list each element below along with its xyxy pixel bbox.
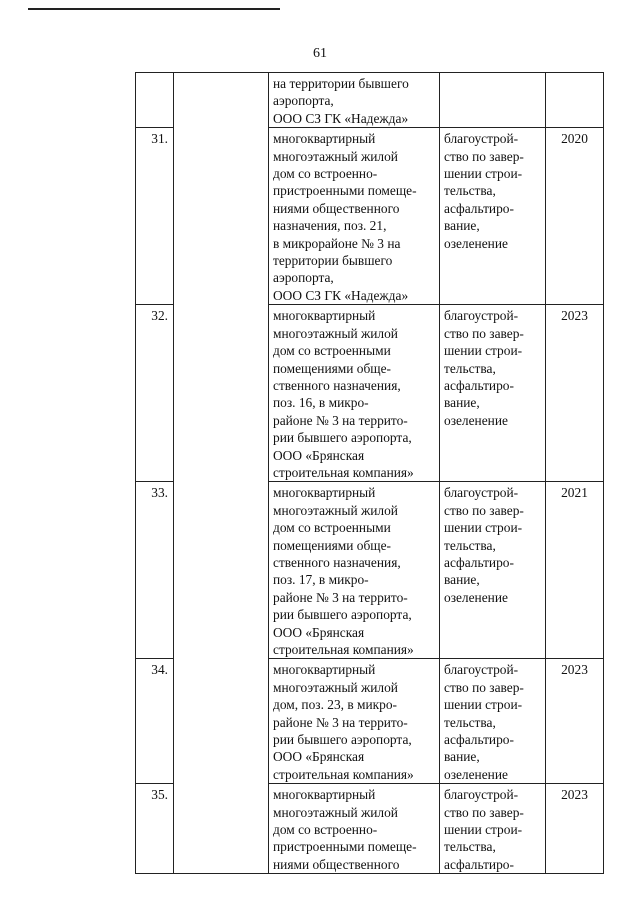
year-cell: [546, 659, 604, 784]
object-description: многоквартирный многоэтажный жилой дом со встроенными помещениями обще- ственного назначения, поз. 17, в микро- районе № 3 на террито- рии бывшего аэропорта, ООО «Брянская строительная компания»: [273, 485, 414, 657]
row-number: [136, 73, 173, 75]
row-number: 35.: [151, 787, 168, 803]
completion-year: [546, 73, 603, 75]
completion-year: 2023: [561, 787, 588, 803]
object-cell: [269, 73, 440, 128]
row-number: 33.: [151, 485, 168, 501]
works-cell: [440, 482, 546, 659]
year-cell: [546, 128, 604, 305]
works-description: благоустрой- ство по завер- шении строи- тельства, асфальтиро-: [444, 787, 524, 872]
year-cell: [546, 73, 604, 128]
works-description: [440, 73, 545, 75]
completion-year: 2020: [561, 131, 588, 147]
object-cell: [269, 482, 440, 659]
row-number-cell: [136, 659, 174, 784]
completion-year: 2021: [561, 485, 588, 501]
works-cell: [440, 784, 546, 874]
row-number: 32.: [151, 308, 168, 324]
works-cell: [440, 73, 546, 128]
row-number: 34.: [151, 662, 168, 678]
row-number-cell: [136, 128, 174, 305]
page-number: 61: [313, 46, 327, 61]
row-number: 31.: [151, 131, 168, 147]
completion-year: 2023: [561, 308, 588, 324]
top-rule: [28, 8, 280, 10]
works-table: [135, 72, 604, 874]
works-cell: [440, 659, 546, 784]
works-description: благоустрой- ство по завер- шении строи- тельства, асфальтиро- вание, озеленение: [444, 662, 524, 782]
year-cell: [546, 305, 604, 482]
row-number-cell: [136, 784, 174, 874]
works-cell: [440, 128, 546, 305]
object-cell: [269, 128, 440, 305]
works-description: благоустрой- ство по завер- шении строи- тельства, асфальтиро- вание, озеленение: [444, 131, 524, 251]
object-cell: [269, 659, 440, 784]
object-cell: [269, 305, 440, 482]
object-description: на территории бывшего аэропорта, ООО СЗ ГК «Надежда»: [273, 76, 409, 126]
completion-year: 2023: [561, 662, 588, 678]
works-cell: [440, 305, 546, 482]
table-row: [136, 73, 604, 128]
year-cell: [546, 482, 604, 659]
district-cell: [174, 73, 269, 874]
object-cell: [269, 784, 440, 874]
year-cell: [546, 784, 604, 874]
row-number-cell: [136, 73, 174, 128]
works-description: благоустрой- ство по завер- шении строи- тельства, асфальтиро- вание, озеленение: [444, 308, 524, 428]
object-description: многоквартирный многоэтажный жилой дом, поз. 23, в микро- районе № 3 на террито- рии бывшего аэропорта, ООО «Брянская строительная компания»: [273, 662, 414, 782]
row-number-cell: [136, 482, 174, 659]
works-description: благоустрой- ство по завер- шении строи- тельства, асфальтиро- вание, озеленение: [444, 485, 524, 605]
object-description: многоквартирный многоэтажный жилой дом со встроенно- пристроенными помеще- ниями общественного: [273, 787, 417, 872]
row-number-cell: [136, 305, 174, 482]
object-description: многоквартирный многоэтажный жилой дом со встроенно- пристроенными помеще- ниями общественного назначения, поз. 21, в микрорайоне № 3 на территории бывшего аэропорта, ООО СЗ ГК «Надежда»: [273, 131, 417, 303]
object-description: многоквартирный многоэтажный жилой дом со встроенными помещениями обще- ственного назначения, поз. 16, в микро- районе № 3 на террито- рии бывшего аэропорта, ООО «Брянская строительная компания»: [273, 308, 414, 480]
